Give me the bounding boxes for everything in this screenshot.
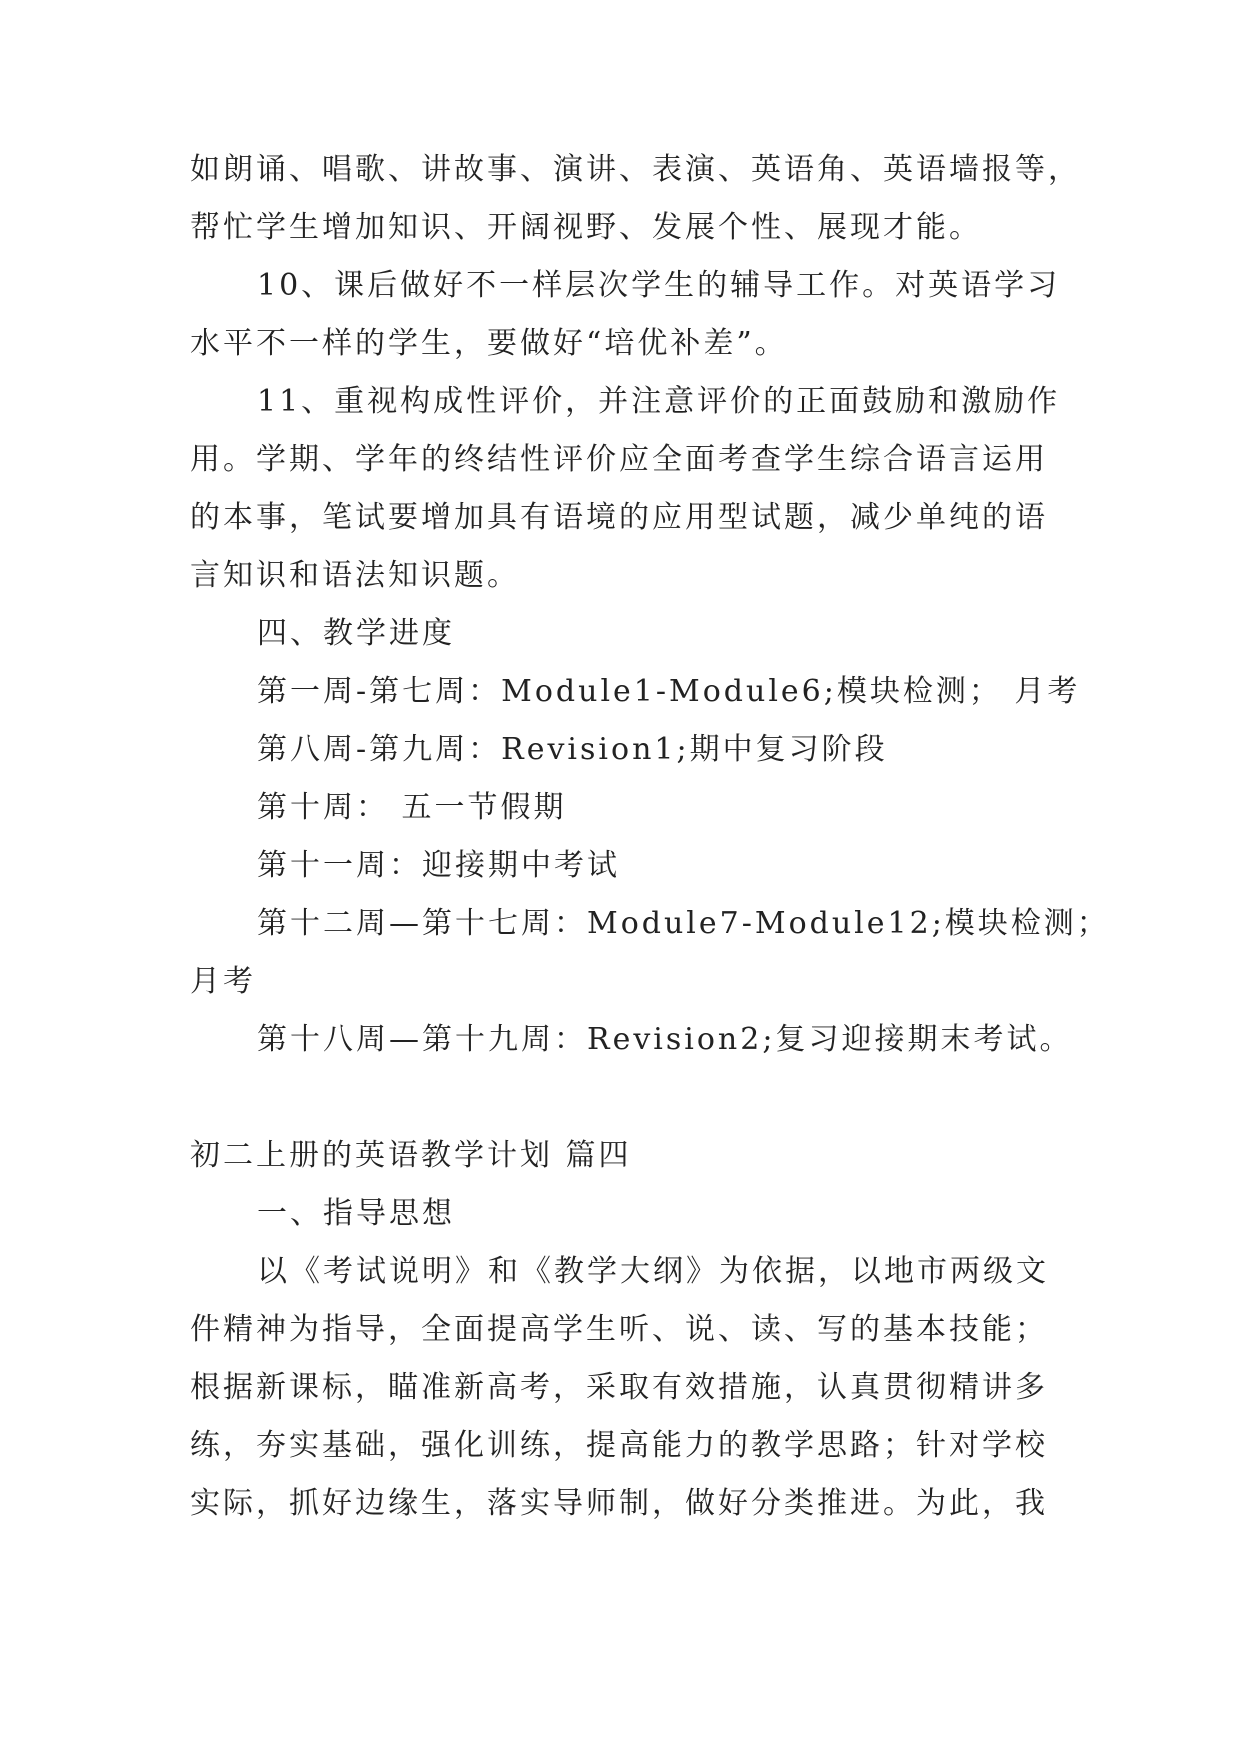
text-line: 用。学期、学年的终结性评价应全面考查学生综合语言运用 xyxy=(190,442,1048,477)
schedule-item: 第十二周—第十七周：Module7-Module12;模块检测； xyxy=(257,906,1110,941)
article-title: 初二上册的英语教学计划 篇四 xyxy=(190,1138,632,1173)
text-line: 的本事，笔试要增加具有语境的应用型试题，减少单纯的语 xyxy=(190,500,1048,535)
text-line: 以《考试说明》和《教学大纲》为依据，以地市两级文 xyxy=(257,1254,1049,1289)
text-line: 根据新课标，瞄准新高考，采取有效措施，认真贯彻精讲多 xyxy=(190,1370,1048,1405)
text-line: 件精神为指导，全面提高学生听、说、读、写的基本技能； xyxy=(190,1312,1048,1347)
text-line: 言知识和语法知识题。 xyxy=(190,558,520,593)
text-line: 实际，抓好边缘生，落实导师制，做好分类推进。为此，我 xyxy=(190,1486,1048,1521)
text-line: 如朗诵、唱歌、讲故事、演讲、表演、英语角、英语墙报等， xyxy=(190,152,1081,187)
text-line: 10、课后做好不一样层次学生的辅导工作。对英语学习 xyxy=(257,268,1061,303)
text-line: 水平不一样的学生，要做好“培优补差”。 xyxy=(190,326,788,361)
schedule-item: 第十周： 五一节假期 xyxy=(257,790,567,825)
schedule-item: 第十一周：迎接期中考试 xyxy=(257,848,620,883)
text-line: 帮忙学生增加知识、开阔视野、发展个性、展现才能。 xyxy=(190,210,982,245)
schedule-item-continuation: 月考 xyxy=(190,964,256,999)
text-line: 11、重视构成性评价，并注意评价的正面鼓励和激励作 xyxy=(257,384,1061,419)
schedule-item: 第十八周—第十九周：Revision2;复习迎接期末考试。 xyxy=(257,1022,1073,1057)
section-heading: 一、指导思想 xyxy=(257,1196,455,1231)
text-line: 练，夯实基础，强化训练，提高能力的教学思路；针对学校 xyxy=(190,1428,1048,1463)
section-heading: 四、教学进度 xyxy=(257,616,455,651)
schedule-item: 第一周-第七周：Module1-Module6;模块检测； 月考 xyxy=(257,674,1081,709)
schedule-item: 第八周-第九周：Revision1;期中复习阶段 xyxy=(257,732,888,767)
